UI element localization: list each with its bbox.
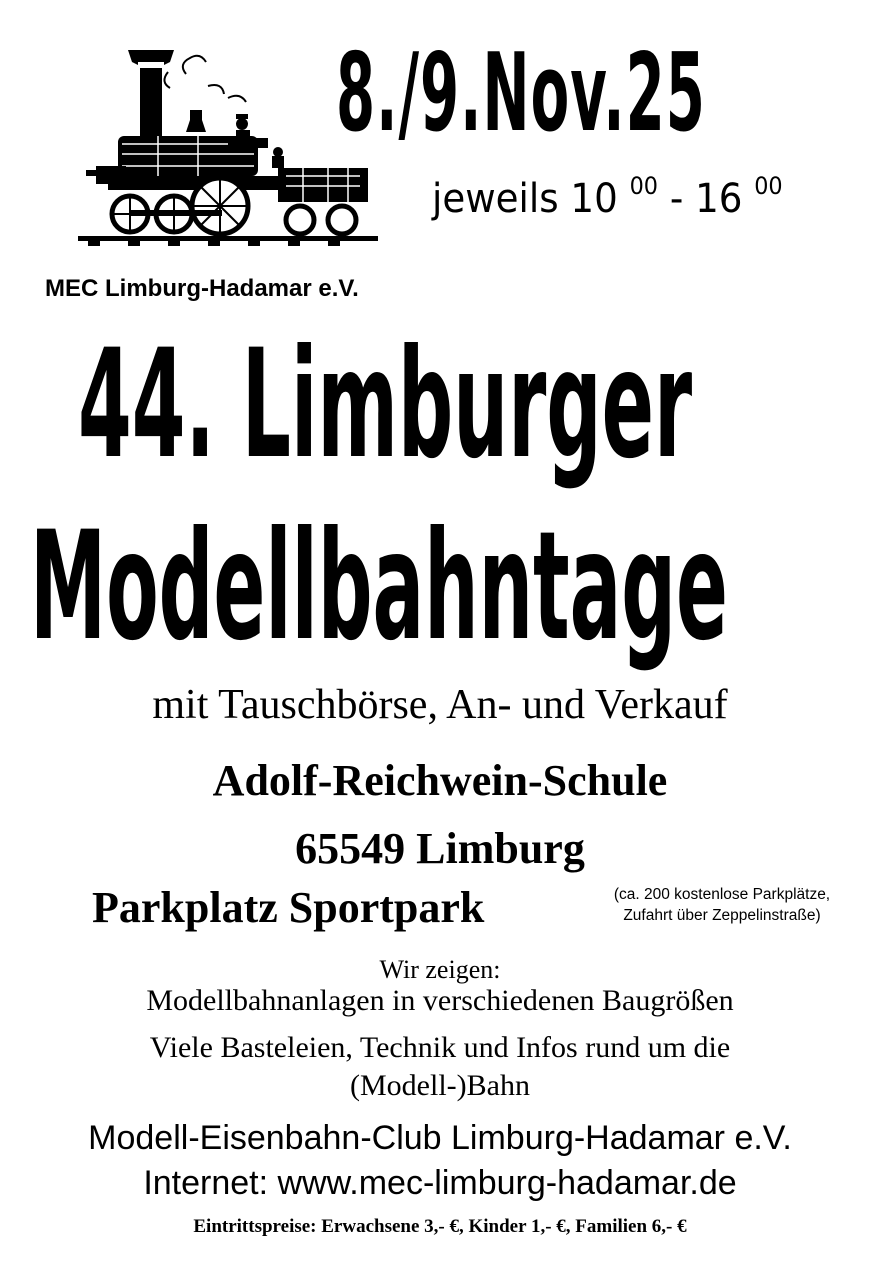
parking-note-line2: Zufahrt über Zeppelinstraße)	[623, 907, 821, 924]
hours-separator: - 16	[657, 176, 743, 222]
exhibition-line1: Modellbahnanlagen in verschiedenen Baugrößen	[146, 984, 734, 1017]
hours-end-minutes: 00	[754, 172, 783, 200]
venue-name: Adolf-Reichwein-Schule	[212, 756, 668, 805]
event-title-line2: Modellbahntage	[30, 500, 728, 674]
club-short-name: MEC Limburg-Hadamar e.V.	[45, 275, 359, 302]
hours-prefix: jeweils 10	[432, 176, 618, 222]
parking-label: Parkplatz Sportpark	[92, 883, 485, 932]
event-title-line1: 44. Limburger	[78, 318, 693, 492]
event-subtitle: mit Tauschbörse, An- und Verkauf	[152, 682, 728, 728]
parking-note	[598, 884, 846, 926]
club-full-name: Modell-Eisenbahn-Club Limburg-Hadamar e.V.	[88, 1119, 792, 1157]
event-date: 8./9.Nov.25	[336, 31, 706, 156]
website-line: Internet: www.mec-limburg-hadamar.de	[143, 1164, 737, 1202]
opening-hours	[432, 172, 783, 222]
hours-start-minutes: 00	[629, 172, 658, 200]
venue-city: 65549 Limburg	[295, 824, 585, 873]
exhibition-heading: Wir zeigen:	[379, 955, 501, 984]
exhibition-line3: (Modell-)Bahn	[350, 1069, 530, 1102]
parking-note-line1: (ca. 200 kostenlose Parkplätze,	[613, 886, 831, 903]
exhibition-line2: Viele Basteleien, Technik und Infos rund um die	[149, 1031, 731, 1064]
admission-prices: Eintrittspreise: Erwachsene 3,- €, Kinder 1,- €, Familien 6,- €	[193, 1216, 687, 1237]
steam-locomotive-icon	[78, 28, 378, 260]
